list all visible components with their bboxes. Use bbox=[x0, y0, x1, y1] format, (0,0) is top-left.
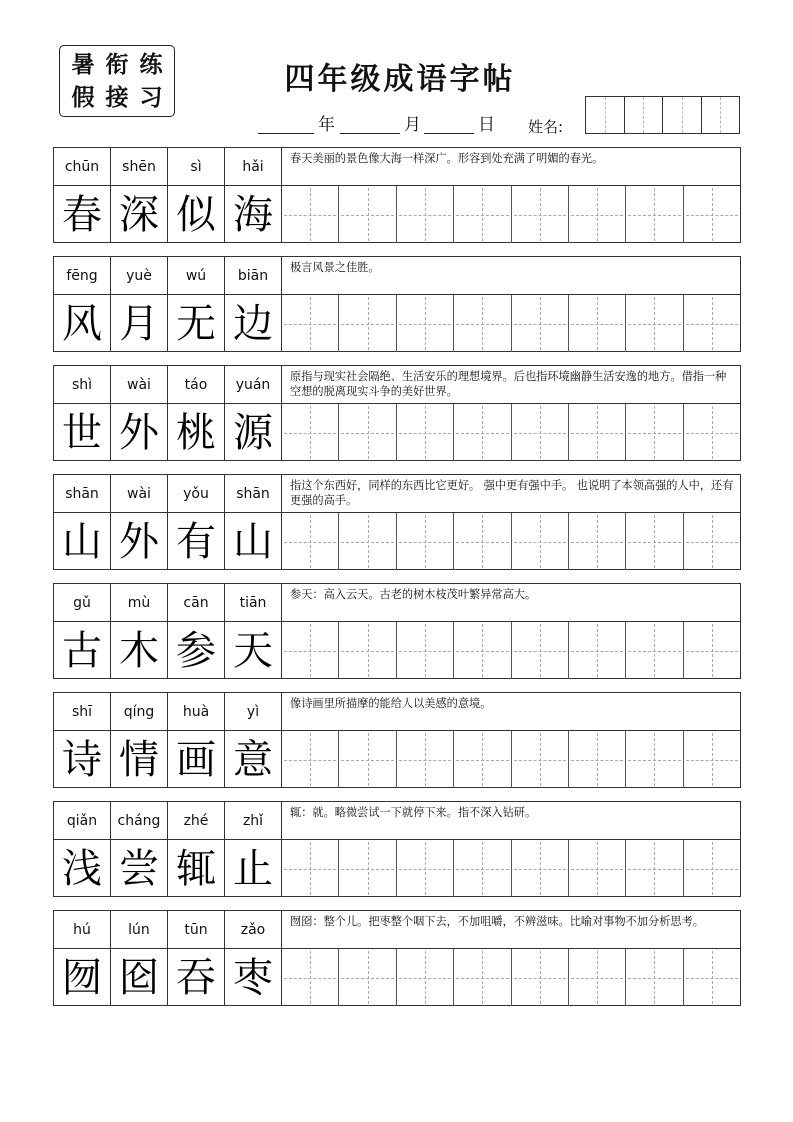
practice-cell[interactable] bbox=[282, 186, 339, 243]
practice-grid bbox=[282, 404, 740, 461]
idiom-block bbox=[53, 583, 741, 679]
pinyin-cell: zhǐ bbox=[225, 802, 282, 839]
practice-cell[interactable] bbox=[397, 622, 454, 679]
practice-cell[interactable] bbox=[569, 404, 626, 461]
practice-cell[interactable] bbox=[512, 513, 569, 570]
pinyin-row bbox=[54, 584, 282, 621]
practice-cell[interactable] bbox=[512, 622, 569, 679]
page-title: 四年级成语字帖 bbox=[284, 62, 516, 97]
practice-cell[interactable] bbox=[512, 840, 569, 897]
badge-char: 暑 bbox=[71, 51, 95, 78]
model-character: 诗 bbox=[54, 731, 111, 788]
pinyin-row bbox=[54, 366, 282, 403]
practice-grid bbox=[282, 731, 740, 788]
model-character: 源 bbox=[225, 404, 282, 461]
pinyin-cell: sì bbox=[168, 148, 225, 185]
practice-grid bbox=[282, 840, 740, 897]
practice-cell[interactable] bbox=[397, 404, 454, 461]
month-blank[interactable] bbox=[340, 132, 400, 134]
character-row bbox=[54, 731, 282, 788]
character-row bbox=[54, 404, 282, 461]
pinyin-cell: chūn bbox=[54, 148, 111, 185]
practice-cell[interactable] bbox=[339, 949, 396, 1006]
model-character: 画 bbox=[168, 731, 225, 788]
pinyin-cell: lún bbox=[111, 911, 168, 948]
pinyin-row bbox=[54, 802, 282, 839]
practice-cell[interactable] bbox=[512, 186, 569, 243]
practice-cell[interactable] bbox=[569, 840, 626, 897]
practice-cell[interactable] bbox=[626, 731, 683, 788]
pinyin-cell: shān bbox=[54, 475, 111, 512]
pinyin-cell: mù bbox=[111, 584, 168, 621]
badge-char: 习 bbox=[139, 84, 163, 111]
pinyin-cell: huà bbox=[168, 693, 225, 730]
practice-cell[interactable] bbox=[339, 295, 396, 352]
model-character: 枣 bbox=[225, 949, 282, 1006]
practice-cell[interactable] bbox=[282, 513, 339, 570]
pinyin-cell: tūn bbox=[168, 911, 225, 948]
practice-cell[interactable] bbox=[282, 295, 339, 352]
pinyin-cell: cháng bbox=[111, 802, 168, 839]
model-character: 意 bbox=[225, 731, 282, 788]
character-row bbox=[54, 840, 282, 897]
pinyin-cell: wú bbox=[168, 257, 225, 294]
model-character: 尝 bbox=[111, 840, 168, 897]
pinyin-row bbox=[54, 475, 282, 512]
date-line bbox=[258, 110, 498, 134]
practice-cell[interactable] bbox=[512, 404, 569, 461]
practice-cell[interactable] bbox=[569, 622, 626, 679]
practice-cell[interactable] bbox=[397, 186, 454, 243]
practice-cell[interactable] bbox=[684, 186, 740, 243]
badge-char: 练 bbox=[139, 51, 163, 78]
pinyin-cell: shì bbox=[54, 366, 111, 403]
idiom-definition: 像诗画里所描摩的能给人以美感的意境。 bbox=[290, 697, 492, 710]
practice-cell[interactable] bbox=[282, 840, 339, 897]
pinyin-cell: hǎi bbox=[225, 148, 282, 185]
character-row bbox=[54, 622, 282, 679]
model-character: 浅 bbox=[54, 840, 111, 897]
model-character: 月 bbox=[111, 295, 168, 352]
practice-cell[interactable] bbox=[339, 404, 396, 461]
pinyin-cell: qiǎn bbox=[54, 802, 111, 839]
character-row bbox=[54, 186, 282, 243]
practice-cell[interactable] bbox=[626, 295, 683, 352]
model-character: 风 bbox=[54, 295, 111, 352]
practice-cell[interactable] bbox=[684, 949, 740, 1006]
practice-cell[interactable] bbox=[569, 186, 626, 243]
practice-cell[interactable] bbox=[569, 295, 626, 352]
practice-grid bbox=[282, 513, 740, 570]
practice-cell[interactable] bbox=[454, 186, 511, 243]
name-box[interactable] bbox=[625, 97, 664, 133]
practice-cell[interactable] bbox=[512, 295, 569, 352]
day-label: 日 bbox=[478, 115, 495, 135]
practice-cell[interactable] bbox=[397, 840, 454, 897]
practice-cell[interactable] bbox=[454, 622, 511, 679]
practice-cell[interactable] bbox=[282, 949, 339, 1006]
name-box[interactable] bbox=[702, 97, 740, 133]
pinyin-cell: wài bbox=[111, 366, 168, 403]
model-character: 外 bbox=[111, 404, 168, 461]
practice-cell[interactable] bbox=[684, 840, 740, 897]
practice-cell[interactable] bbox=[684, 731, 740, 788]
practice-cell[interactable] bbox=[569, 731, 626, 788]
practice-cell[interactable] bbox=[282, 622, 339, 679]
practice-cell[interactable] bbox=[397, 513, 454, 570]
practice-cell[interactable] bbox=[626, 949, 683, 1006]
pinyin-cell: yuán bbox=[225, 366, 282, 403]
name-label: 姓名: bbox=[528, 118, 564, 136]
idiom-block bbox=[53, 474, 741, 570]
practice-cell[interactable] bbox=[454, 949, 511, 1006]
model-character: 世 bbox=[54, 404, 111, 461]
model-character: 边 bbox=[225, 295, 282, 352]
model-character: 外 bbox=[111, 513, 168, 570]
practice-cell[interactable] bbox=[512, 731, 569, 788]
badge-char: 假 bbox=[71, 84, 95, 111]
idiom-definition: 参天：高入云天。古老的树木枝茂叶繁异常高大。 bbox=[290, 588, 537, 601]
badge-char: 接 bbox=[105, 84, 129, 111]
idiom-block bbox=[53, 256, 741, 352]
model-character: 囵 bbox=[111, 949, 168, 1006]
practice-cell[interactable] bbox=[626, 513, 683, 570]
model-character: 山 bbox=[54, 513, 111, 570]
pinyin-cell: wài bbox=[111, 475, 168, 512]
name-field[interactable] bbox=[585, 96, 740, 134]
practice-grid bbox=[282, 186, 740, 243]
idiom-block bbox=[53, 365, 741, 461]
idiom-definition: 极言风景之佳胜。 bbox=[290, 261, 380, 274]
character-row bbox=[54, 949, 282, 1006]
pinyin-cell: yuè bbox=[111, 257, 168, 294]
practice-cell[interactable] bbox=[397, 949, 454, 1006]
pinyin-cell: shēn bbox=[111, 148, 168, 185]
summer-practice-badge bbox=[59, 45, 175, 117]
idiom-definition: 指这个东西好，同样的东西比它更好。 强中更有强中手。 也说明了本领高强的人中，还有更强的高手。 bbox=[290, 479, 734, 507]
model-character: 山 bbox=[225, 513, 282, 570]
practice-cell[interactable] bbox=[339, 840, 396, 897]
character-row bbox=[54, 295, 282, 352]
practice-grid bbox=[282, 295, 740, 352]
idiom-definition: 原指与现实社会隔绝、生活安乐的理想境界。后也指环境幽静生活安逸的地方。借指一种空想的脱离现实斗争的美好世界。 bbox=[290, 370, 727, 398]
practice-cell[interactable] bbox=[684, 622, 740, 679]
model-character: 吞 bbox=[168, 949, 225, 1006]
practice-cell[interactable] bbox=[397, 731, 454, 788]
practice-cell[interactable] bbox=[454, 840, 511, 897]
practice-cell[interactable] bbox=[684, 404, 740, 461]
pinyin-row bbox=[54, 911, 282, 948]
practice-cell[interactable] bbox=[282, 731, 339, 788]
practice-cell[interactable] bbox=[282, 404, 339, 461]
idiom-block bbox=[53, 692, 741, 788]
practice-cell[interactable] bbox=[339, 513, 396, 570]
model-character: 囫 bbox=[54, 949, 111, 1006]
character-row bbox=[54, 513, 282, 570]
practice-cell[interactable] bbox=[454, 295, 511, 352]
practice-cell[interactable] bbox=[339, 731, 396, 788]
practice-cell[interactable] bbox=[569, 513, 626, 570]
model-character: 止 bbox=[225, 840, 282, 897]
model-character: 辄 bbox=[168, 840, 225, 897]
pinyin-cell: zǎo bbox=[225, 911, 282, 948]
day-blank[interactable] bbox=[424, 132, 474, 134]
pinyin-row bbox=[54, 148, 282, 185]
pinyin-cell: shān bbox=[225, 475, 282, 512]
practice-cell[interactable] bbox=[684, 513, 740, 570]
practice-cell[interactable] bbox=[397, 295, 454, 352]
month-label: 月 bbox=[404, 115, 421, 135]
idiom-definition: 囫囵：整个儿。把枣整个咽下去，不加咀嚼，不辨滋味。比喻对事物不加分析思考。 bbox=[290, 915, 704, 928]
idiom-block bbox=[53, 801, 741, 897]
pinyin-row bbox=[54, 693, 282, 730]
year-label: 年 bbox=[318, 115, 335, 135]
model-character: 似 bbox=[168, 186, 225, 243]
badge-char: 衔 bbox=[105, 51, 129, 78]
practice-grid bbox=[282, 949, 740, 1006]
model-character: 桃 bbox=[168, 404, 225, 461]
model-character: 春 bbox=[54, 186, 111, 243]
practice-cell[interactable] bbox=[512, 949, 569, 1006]
model-character: 古 bbox=[54, 622, 111, 679]
practice-cell[interactable] bbox=[569, 949, 626, 1006]
model-character: 天 bbox=[225, 622, 282, 679]
pinyin-cell: yǒu bbox=[168, 475, 225, 512]
pinyin-cell: qíng bbox=[111, 693, 168, 730]
practice-cell[interactable] bbox=[454, 404, 511, 461]
pinyin-cell: cān bbox=[168, 584, 225, 621]
practice-cell[interactable] bbox=[626, 622, 683, 679]
pinyin-cell: biān bbox=[225, 257, 282, 294]
model-character: 参 bbox=[168, 622, 225, 679]
practice-grid bbox=[282, 622, 740, 679]
name-box[interactable] bbox=[586, 97, 625, 133]
practice-cell[interactable] bbox=[339, 186, 396, 243]
practice-cell[interactable] bbox=[454, 731, 511, 788]
practice-cell[interactable] bbox=[626, 840, 683, 897]
model-character: 海 bbox=[225, 186, 282, 243]
model-character: 情 bbox=[111, 731, 168, 788]
pinyin-cell: hú bbox=[54, 911, 111, 948]
practice-cell[interactable] bbox=[684, 295, 740, 352]
pinyin-cell: zhé bbox=[168, 802, 225, 839]
practice-cell[interactable] bbox=[339, 622, 396, 679]
idiom-definition: 春天美丽的景色像大海一样深广。形容到处充满了明媚的春光。 bbox=[290, 152, 604, 165]
pinyin-row bbox=[54, 257, 282, 294]
pinyin-cell: fēng bbox=[54, 257, 111, 294]
practice-cell[interactable] bbox=[626, 186, 683, 243]
idiom-definition: 辄：就。略微尝试一下就停下来。指不深入钻研。 bbox=[290, 806, 537, 819]
pinyin-cell: shī bbox=[54, 693, 111, 730]
pinyin-cell: tiān bbox=[225, 584, 282, 621]
practice-cell[interactable] bbox=[626, 404, 683, 461]
pinyin-cell: táo bbox=[168, 366, 225, 403]
practice-cell[interactable] bbox=[454, 513, 511, 570]
idiom-block bbox=[53, 910, 741, 1006]
idiom-block bbox=[53, 147, 741, 243]
model-character: 深 bbox=[111, 186, 168, 243]
pinyin-cell: yì bbox=[225, 693, 282, 730]
pinyin-cell: gǔ bbox=[54, 584, 111, 621]
model-character: 有 bbox=[168, 513, 225, 570]
model-character: 无 bbox=[168, 295, 225, 352]
year-blank[interactable] bbox=[258, 132, 314, 134]
name-box[interactable] bbox=[663, 97, 702, 133]
model-character: 木 bbox=[111, 622, 168, 679]
